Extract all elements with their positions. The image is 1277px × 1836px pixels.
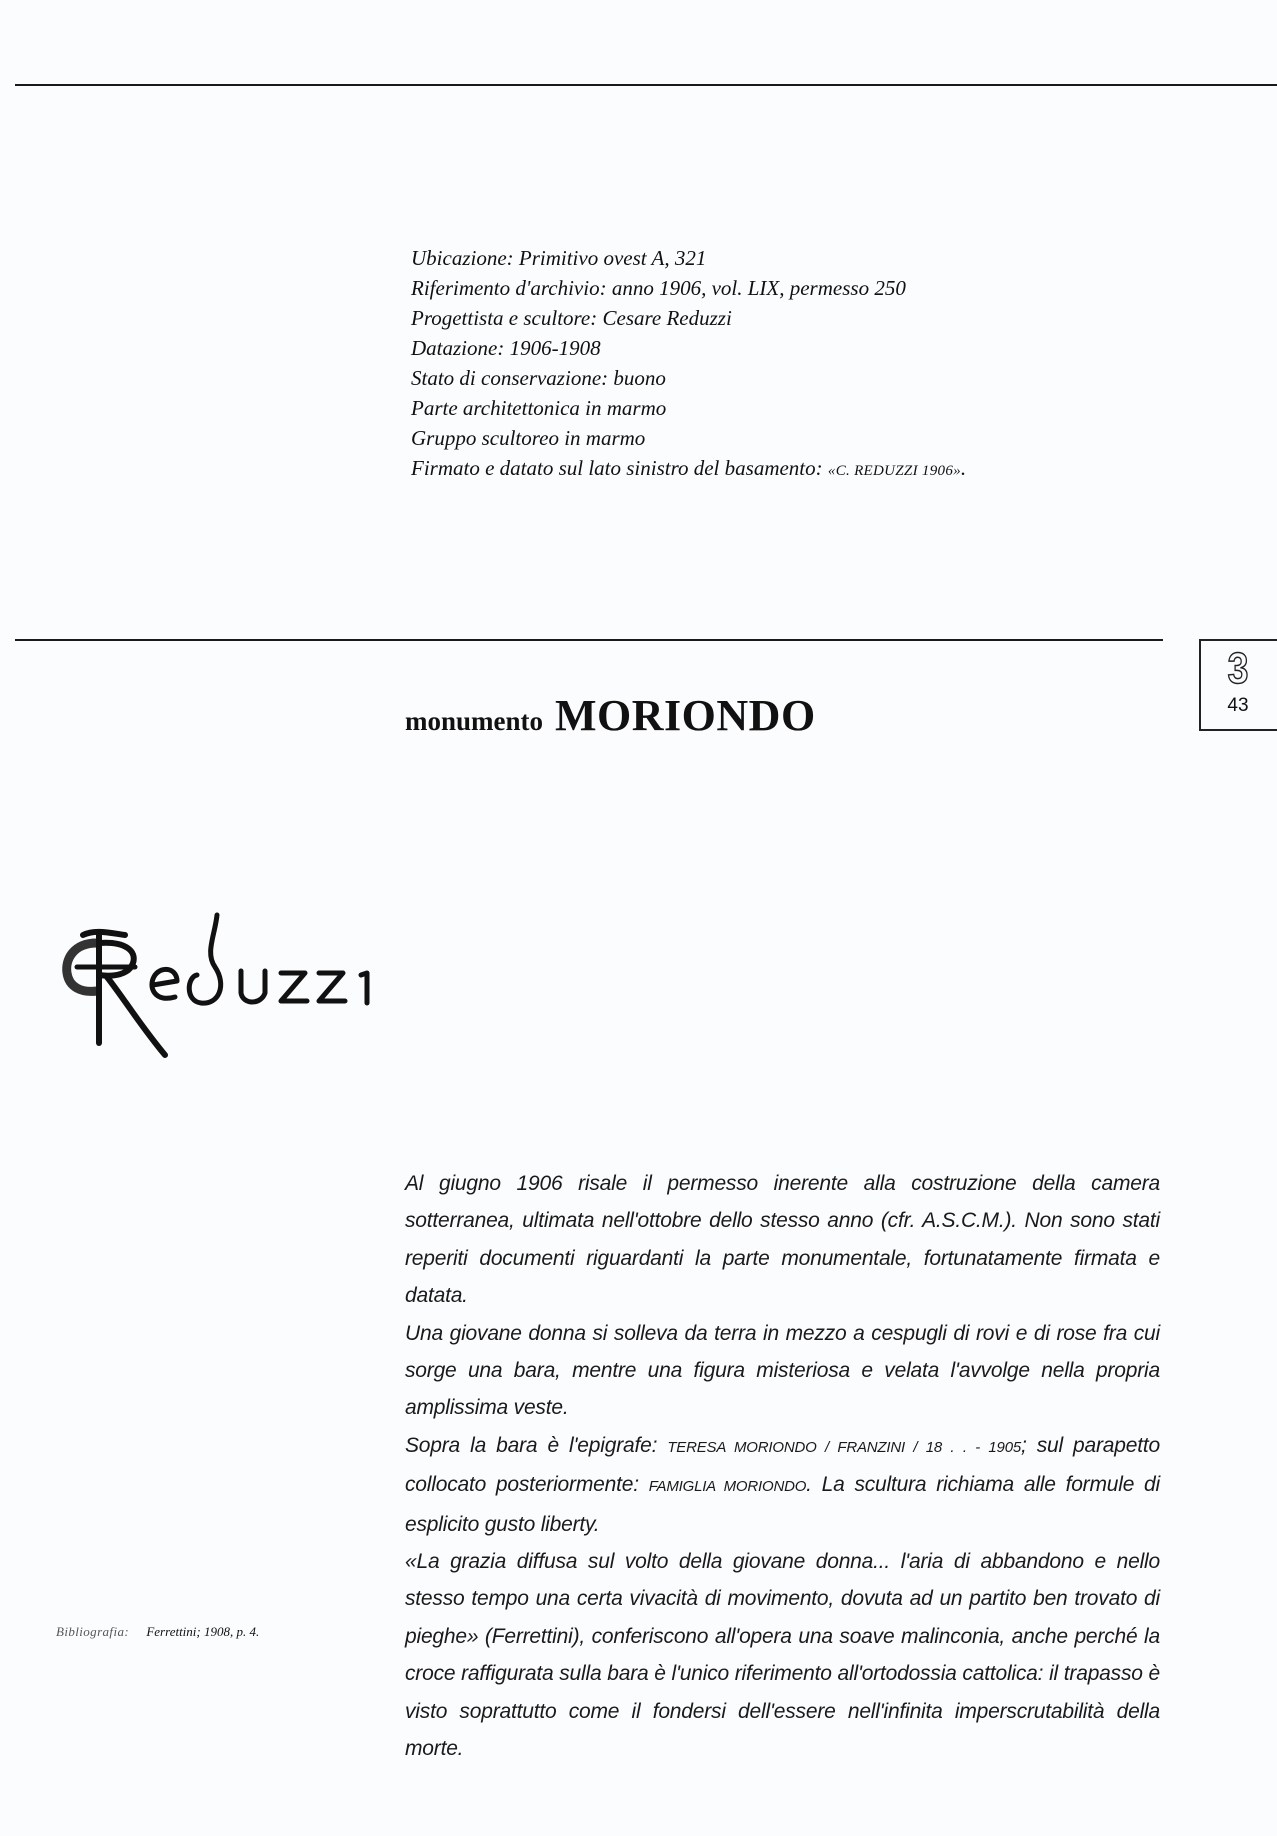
title-name: MORIONDO (555, 691, 816, 740)
top-divider (15, 84, 1277, 86)
section-divider (15, 639, 1163, 641)
reduzzi-signature-icon (55, 905, 405, 1060)
signature-info-end: . (960, 456, 967, 480)
description-text (405, 1165, 1160, 1768)
bibliography (56, 1624, 259, 1640)
designer-line: Progettista e scultore: Cesare Reduzzi (411, 306, 732, 330)
section-marker (1199, 639, 1277, 731)
parapet-inscription: FAMIGLIA MORIONDO (648, 1478, 807, 1496)
signature-info-line (411, 453, 966, 486)
location-line: Ubicazione: Primitivo ovest A, 321 (411, 246, 707, 270)
page-title (405, 690, 816, 741)
paragraph-history: Al giugno 1906 risale il permesso inerente alla costruzione della camera sotterranea, ultimata nell'ottobre dello stesso anno (cfr. A.S.C.M.). Non sono stati reperiti documenti riguardanti la parte monumentale, fortunatamente firmata e datata. (405, 1172, 1160, 1308)
paragraph-critique: «La grazia diffusa sul volto della giovane donna... l'aria di abbandono e nello stesso tempo una certa vivacità di movimento, dovuta ad un partito ben trovato di pieghe» (Ferrettini), conferiscono all'opera una soave malinconia, anche perché la croce raffigurata sulla bara è l'unico riferimento all'ortodossia cattolica: il trapasso è visto soprattutto come il fondersi dell'essere nell'infinita imperscrutabilità della morte. (405, 1550, 1160, 1761)
artist-signature-image (55, 905, 405, 1060)
page-number: 43 (1227, 695, 1249, 716)
bibliography-label: Bibliografia: (56, 1624, 130, 1639)
section-number: 3 (1227, 644, 1249, 693)
catalog-metadata (411, 243, 966, 486)
archive-reference-line: Riferimento d'archivio: anno 1906, vol. LIX, permesso 250 (411, 276, 906, 300)
condition-line: Stato di conservazione: buono (411, 366, 666, 390)
title-prefix: monumento (405, 706, 544, 736)
bibliography-reference: Ferrettini; 1908, p. 4. (146, 1624, 260, 1639)
signature-info-text: Firmato e datato sul lato sinistro del basamento: (411, 456, 828, 480)
dating-line: Datazione: 1906-1908 (411, 336, 601, 360)
inscriptions-middle: ; sul parapetto collocato posteriormente: (405, 1433, 1160, 1497)
epigraph-text: TERESA MORIONDO / FRANZINI / 18 . . - 1905 (667, 1438, 1021, 1456)
architecture-material-line: Parte architettonica in marmo (411, 396, 667, 420)
signature-inscription: «C. REDUZZI 1906» (827, 463, 961, 479)
sculpture-material-line: Gruppo scultoreo in marmo (411, 426, 646, 450)
paragraph-inscriptions (405, 1427, 1160, 1543)
inscriptions-intro: Sopra la bara è l'epigrafe: (405, 1433, 668, 1457)
paragraph-description: Una giovane donna si solleva da terra in mezzo a cespugli di rovi e di rose fra cui sorge una bara, mentre una figura misteriosa e velata l'avvolge nella propria amplissima veste. (405, 1321, 1160, 1420)
inscriptions-end: . La scultura richiama alle formule di esplicito gusto liberty. (405, 1473, 1160, 1536)
